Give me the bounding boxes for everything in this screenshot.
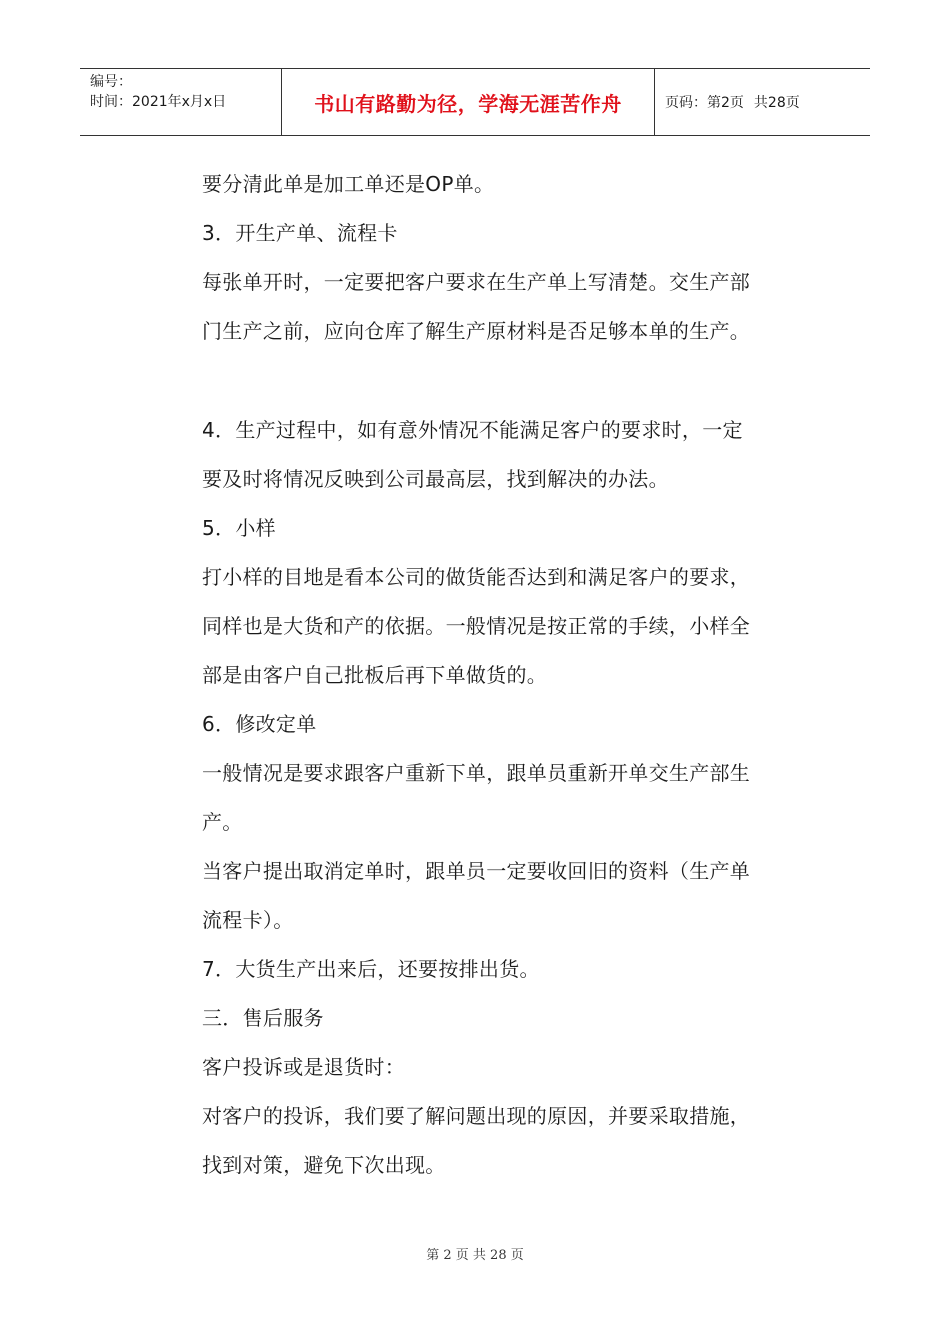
body-line: 一般情况是要求跟客户重新下单，跟单员重新开单交生产部生 [202, 761, 751, 785]
page-header [80, 68, 870, 136]
total-pages-label: 共28页 [753, 95, 800, 111]
section-heading: 5．小样 [202, 516, 276, 540]
body-line: 同样也是大货和产的依据。一般情况是按正常的手续，小样全 [202, 614, 751, 638]
paragraph-spacer [202, 356, 822, 406]
section-heading: 4．生产过程中，如有意外情况不能满足客户的要求时，一定 [202, 418, 743, 442]
header-meta-cell [80, 69, 282, 135]
section-heading: 7．大货生产出来后，还要按排出货。 [202, 957, 540, 981]
body-line: 找到对策，避免下次出现。 [202, 1153, 446, 1177]
header-page-cell [655, 69, 870, 135]
motto-text: 书山有路勤为径，学海无涯苦作舟 [314, 91, 622, 116]
body-line: 流程卡）。 [202, 908, 294, 932]
body-line: 打小样的目地是看本公司的做货能否达到和满足客户的要求， [202, 565, 751, 589]
body-line: 客户投诉或是退货时： [202, 1055, 405, 1079]
body-line: 对客户的投诉，我们要了解问题出现的原因，并要采取措施， [202, 1104, 751, 1128]
body-line: 门生产之前，应向仓库了解生产原材料是否足够本单的生产。 [202, 319, 751, 343]
page-footer: 第 2 页 共 28 页 [426, 1248, 524, 1263]
body-line: 当客户提出取消定单时，跟单员一定要收回旧的资料（生产单 [202, 859, 751, 883]
page-label: 页码：第2页 [665, 95, 744, 111]
section-heading: 3．开生产单、流程卡 [202, 221, 398, 245]
body-line: 产。 [202, 810, 243, 834]
body-line: 每张单开时，一定要把客户要求在生产单上写清楚。交生产部 [202, 270, 751, 294]
document-body [202, 160, 822, 1190]
body-line: 要分清此单是加工单还是OP单。 [202, 172, 495, 196]
section-heading: 三．售后服务 [202, 1006, 324, 1030]
number-label: 编号： [90, 74, 132, 90]
body-line: 要及时将情况反映到公司最高层，找到解决的办法。 [202, 467, 669, 491]
section-heading: 6．修改定单 [202, 712, 317, 736]
header-motto-cell [282, 69, 655, 135]
time-label: 时间：2021年x月x日 [90, 94, 227, 110]
body-line: 部是由客户自己批板后再下单做货的。 [202, 663, 548, 687]
